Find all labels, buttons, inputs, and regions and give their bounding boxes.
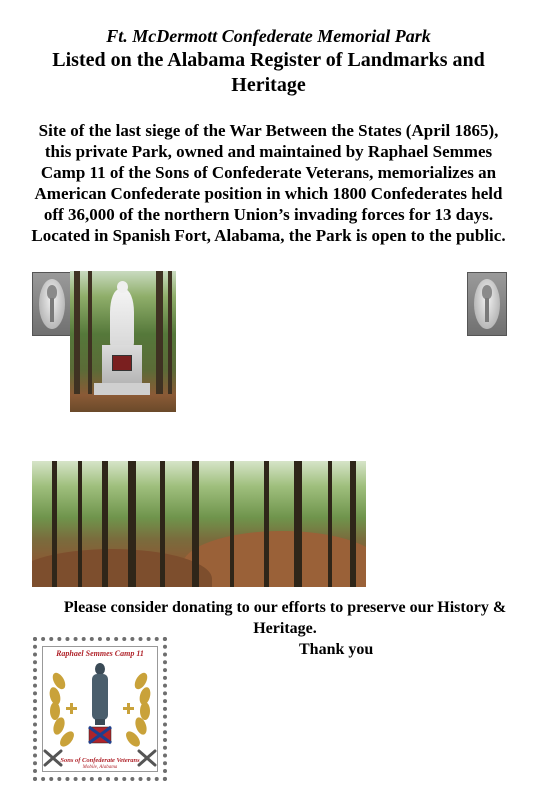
thank-you-text: Thank you (299, 641, 374, 658)
badge-location-text: Mobile, Alabama (82, 765, 118, 770)
park-name: Ft. McDermott Confederate Memorial Park (106, 26, 431, 46)
badge-top-text: Raphael Semmes Camp 11 (56, 649, 144, 658)
park-description: Site of the last siege of the War Between the States (April 1865), this private Park, owned and maintained by Raphael Semmes Camp 11 of the Sons of Confederate Veterans, memorializes an American Confederate position in which 1800 Confederates held off 36,000 of the northern Union’s invading forces for 13 days. Located in Spanish Fort, Alabama, the Park is open to the public. (31, 121, 506, 245)
earthworks-forest-photo (32, 461, 366, 587)
monument-statue-photo (70, 271, 176, 412)
camp-logo-badge (33, 637, 167, 781)
right-torch-emblem-icon (467, 272, 507, 336)
left-torch-emblem-icon (32, 272, 72, 336)
donation-message: Please consider donating to our efforts to preserve our History & Heritage. (63, 599, 507, 637)
register-listing: Listed on the Alabama Register of Landmarks and Heritage (52, 49, 485, 96)
badge-bottom-text: Sons of Confederate Veterans (60, 757, 140, 764)
